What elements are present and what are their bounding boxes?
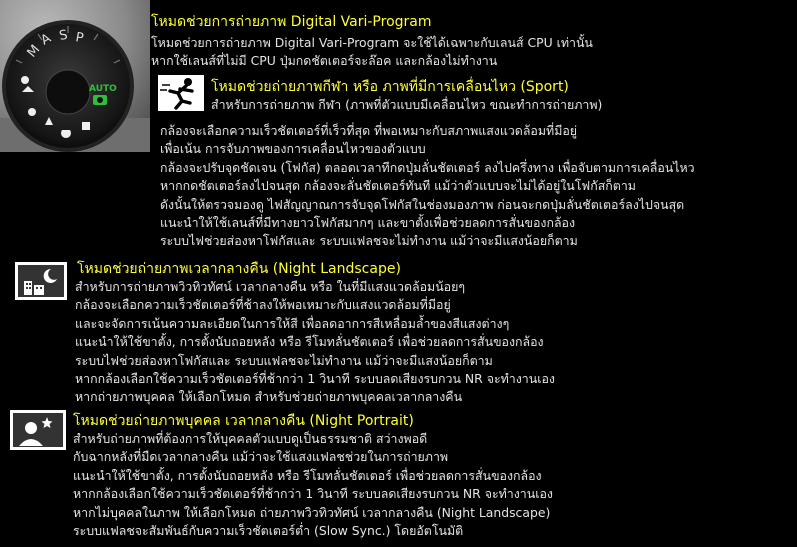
dial-auto-label: AUTO: [89, 84, 117, 94]
mode-dial-illustration: [0, 0, 150, 152]
dial-portrait-icon: [21, 76, 29, 84]
section2-line: กล้องจะเลือกความเร็วชัตเตอร์ที่เร็วที่สุด ที่พอเหมาะกับสภาพแสงแวดล้อมที่มีอยู่: [160, 123, 578, 138]
dial-letter-a: A: [38, 31, 54, 49]
section3-line: ระบบไฟช่วยส่องหาโฟกัสและ ระบบแฟลชจะไม่ทำงาน แม้ว่าจะมีแสงน้อยก็ตาม: [75, 352, 493, 368]
section4-line: หากกล้องเลือกใช้ความเร็วชัตเตอร์ที่ช้ากว่า 1 วินาที ระบบลดเสียงรบกวน NR จะทำงานเอง: [73, 486, 553, 502]
section4-body: [73, 430, 553, 540]
section2-line: ดังนั้นให้ตรวจมองดู ไฟสัญญาณการจับจุดโฟกัสในช่องมองภาพ ก่อนจะกดปุ่มลั่นชัตเตอร์ลงไปจนสุด: [160, 196, 685, 212]
section3-line: กล้องจะเลือกความเร็วชัตเตอร์ที่ช้าลงให้พอเหมาะกับแสงแวดล้อมที่มีอยู่: [75, 297, 451, 313]
section3-line: หากถ่ายภาพบุคคล ให้เลือกโหมด สำหรับช่วยถ่ายภาพบุคคลเวลากลางคืน: [75, 389, 463, 405]
section3-body: [75, 278, 555, 407]
section2-title: โหมดช่วยถ่ายภาพกีฬา หรือ ภาพที่มีการเคลื่อนไหว (Sport): [211, 79, 569, 95]
section3-line: สำหรับการถ่ายภาพวิวทิวทัศน์ เวลากลางคืน หรือ ในที่มีแสงแวดล้อมน้อยๆ: [75, 279, 466, 294]
dial-macro-icon: [28, 108, 36, 116]
section4-line: หากไม่บุคคลในภาพ ให้เลือกโหมด ถ่ายภาพวิวทิวทัศน์ เวลากลางคืน (Night Landscape): [73, 504, 551, 520]
section1-line: หากใช้เลนส์ที่ไม่มี CPU ปุ่มกดชัตเตอร์จะล๊อค และกล้องไม่ทำงาน: [151, 53, 498, 69]
section4-line: แนะนำให้ใช้ขาตั้ง, การตั้งนับถอยหลัง หรือ รีโมทลั่นชัตเตอร์ เพื่อช่วยลดการสั่นของกล้อง: [73, 467, 542, 483]
dial-night-portrait-icon: [82, 122, 90, 130]
night-landscape-mode-icon: [15, 262, 67, 300]
section2-line: แนะนำให้ใช้เลนส์ที่มีทางยาวโฟกัสมากๆ และขาตั้งเพื่อช่วยลดการสั่นของกล้อง: [160, 215, 576, 231]
section3-title: โหมดช่วยถ่ายภาพเวลากลางคืน (Night Landscape): [77, 261, 401, 277]
section4-line: ระบบแฟลชจะสัมพันธ์กับความเร็วชัตเตอร์ต่ำ (Slow Sync.) โดยอัตโนมัติ: [73, 523, 464, 539]
section2-line: ระบบไฟช่วยส่องหาโฟกัสและ ระบบแฟลชจะไม่ทำงาน แม้ว่าจะมีแสงน้อยก็ตาม: [160, 233, 578, 249]
dial-letter-m: M: [24, 42, 44, 61]
mode-dial-image: [0, 0, 150, 152]
section2-line: กล้องจะปรับจุดชัดเจน (โฟกัส) ตลอดเวลาทีกดปุ่มลั่นชัตเตอร์ ลงไปครึ่งทาง เพื่อจับตามการเคลื่อนไหว: [160, 159, 695, 175]
sport-mode-icon: [158, 75, 204, 111]
section2-body: [160, 122, 695, 251]
section2-intro: สำหรับการถ่ายภาพ กีฬา (ภาพที่ตัวแบบมีเคลื่อนไหว ขณะทำการถ่ายภาพ): [211, 97, 603, 112]
section4-line: กับฉากหลังที่มืดเวลากลางคืน แม้ว่าจะใช้แสงแฟลชช่วยในการถ่ายภาพ: [73, 449, 449, 465]
section4-line: สำหรับถ่ายภาพที่ต้องการให้บุคคลตัวแบบดูเป็นธรรมชาติ สว่างพอดี: [73, 431, 428, 446]
dial-letter-s: S: [58, 27, 69, 44]
section3-line: และจะจัดการเน้นความละเอียดในการให้สี เพื่อลดอาการสีเหลื่อมล้ำของสีแสงต่างๆ: [75, 315, 510, 331]
section1-body: [151, 34, 593, 71]
section1-title: โหมดช่วยการถ่ายภาพ Digital Vari-Program: [151, 14, 432, 30]
section1-line: โหมดช่วยการถ่ายภาพ Digital Vari-Program จะใช้ได้เฉพาะกับเลนส์ CPU เท่านั้น: [151, 35, 593, 50]
section3-line: หากกล้องเลือกใช้ความเร็วชัตเตอร์ที่ช้ากว่า 1 วินาที ระบบลดเสียงรบกวน NR จะทำงานเอง: [75, 371, 555, 387]
night-portrait-mode-icon: [10, 410, 66, 450]
section2-line: เพื่อเน้น การจับภาพของการเคลื่อนไหวของตัวแบบ: [160, 141, 426, 157]
dial-letter-p: P: [74, 30, 85, 47]
section4-title: โหมดช่วยถ่ายภาพบุคคล เวลากลางคืน (Night Portrait): [73, 413, 414, 429]
section2-line: หากกดชัตเตอร์ลงไปจนสุด กล้องจะลั่นชัตเตอร์ทันที แม้ว่าตัวแบบจะไม่ได้อยู่ในโฟกัสก็ตาม: [160, 178, 636, 194]
section3-line: แนะนำให้ใช้ขาตั้ง, การตั้งนับถอยหลัง หรือ รีโมทลั่นชัตเตอร์ เพื่อช่วยลดการสั่นของกล้อง: [75, 334, 544, 350]
